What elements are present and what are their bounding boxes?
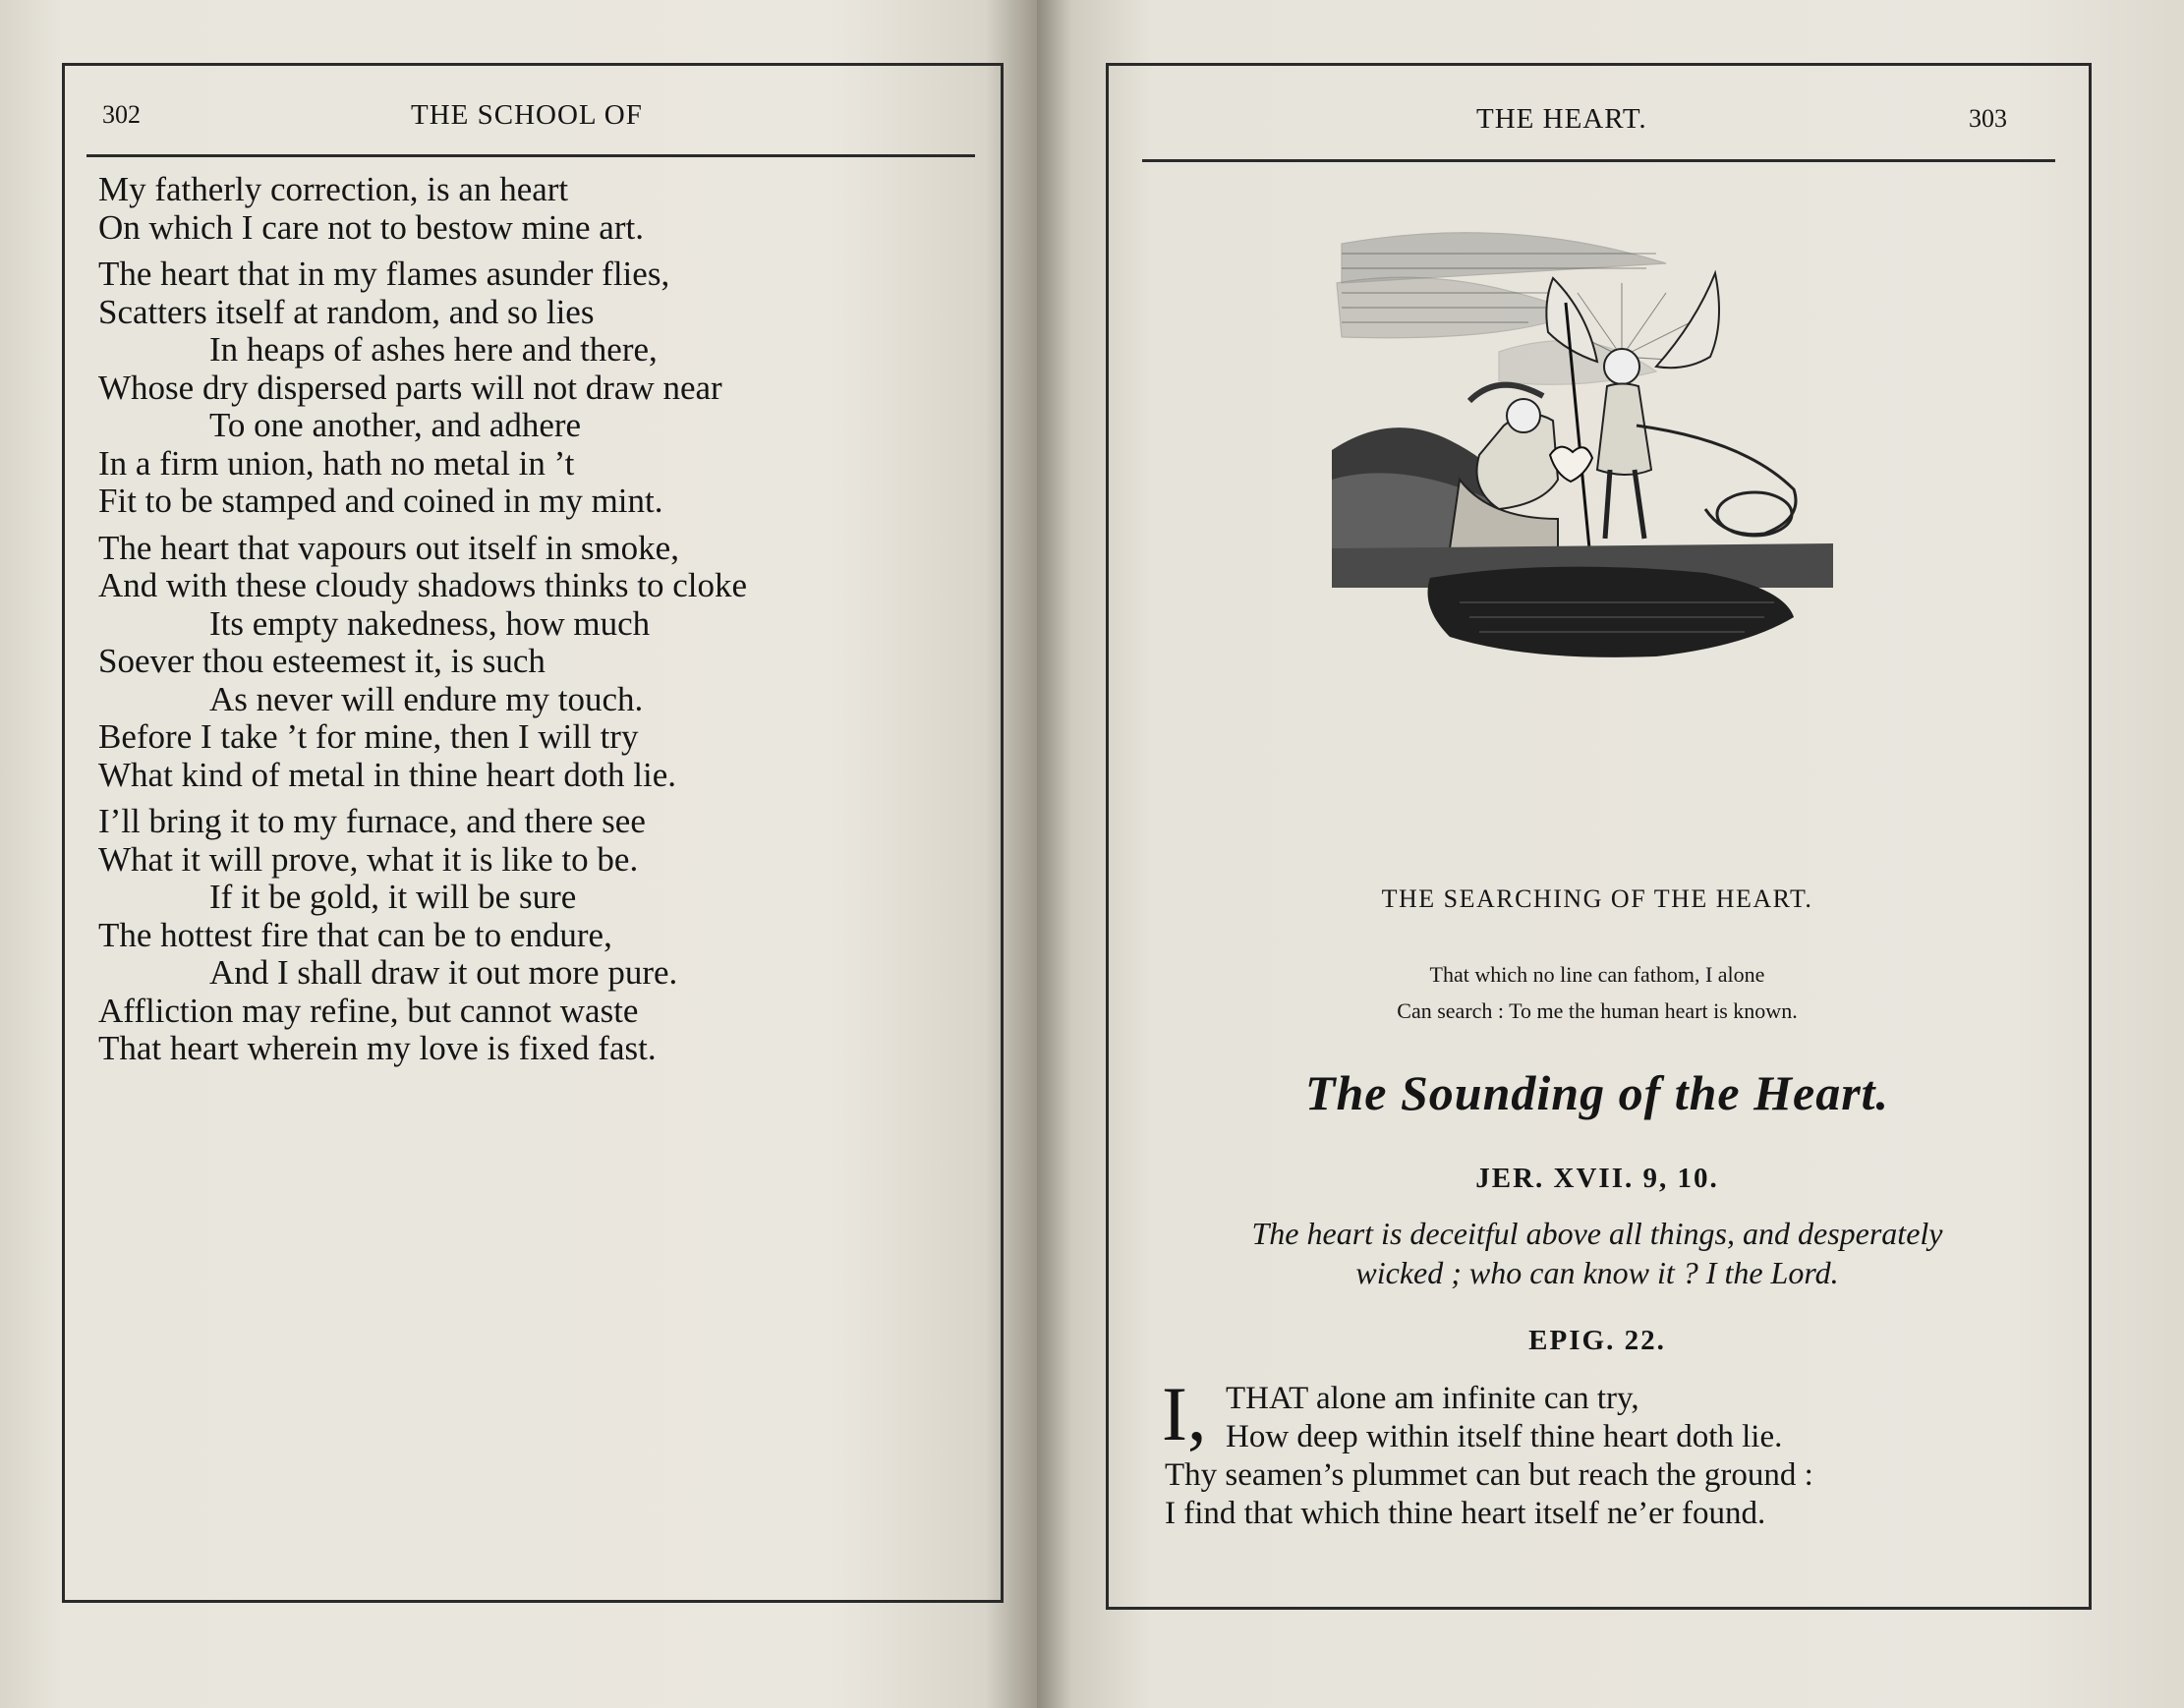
caption-verse [1106,956,2089,1029]
poem-line: I’ll bring it to my furnace, and there see [98,802,646,840]
epigram-lines-indented [1226,1380,1782,1456]
woodcut-illustration-icon [1332,224,1833,838]
poem-line: The heart that vapours out itself in smoke, [98,528,679,567]
poem-line: That heart wherein my love is fixed fast. [98,1029,657,1067]
poem-line: If it be gold, it will be sure [209,878,577,916]
left-poem [98,171,747,1068]
poem-line: The heart that in my flames asunder flies, [98,255,670,293]
running-head-right: THE HEART. [1476,103,1647,135]
page-number-right: 303 [1969,104,2007,133]
section-title: The Sounding of the Heart. [1304,1065,1890,1120]
poem-line: And with these cloudy shadows thinks to cloke [98,566,748,604]
poem-line: My fatherly correction, is an heart [98,170,569,208]
poem-line: Affliction may refine, but cannot waste [98,991,639,1030]
poem-line: To one another, and adhere [209,406,582,444]
epigram-line: Thy seamen’s plummet can but reach the ground : [1165,1457,1813,1493]
poem-line: Scatters itself at random, and so lies [98,292,595,331]
running-head-left: THE SCHOOL OF [411,99,643,131]
epigram-line: How deep within itself thine heart doth lie. [1226,1419,1783,1454]
caption-verse-line: That which no line can fathom, I alone [1429,962,1765,987]
poem-line: As never will endure my touch. [209,679,644,718]
head-rule-left [86,154,975,157]
poem-line: Soever thou esteemest it, is such [98,642,546,680]
quote-line: The heart is deceitful above all things, and desperately [1251,1216,1943,1251]
head-rule-right [1142,159,2055,162]
poem-line: On which I care not to bestow mine art. [98,207,644,247]
poem-line: Its empty nakedness, how much [209,603,651,643]
epigram-line: THAT alone am infinite can try, [1226,1381,1639,1416]
scripture-reference: JER. XVII. 9, 10. [1475,1163,1719,1194]
epigram-line: I find that which thine heart itself ne’er found. [1165,1496,1766,1531]
page-number-left: 302 [102,100,141,129]
epigram-lines [1165,1456,1813,1533]
epigram-heading: EPIG. 22. [1528,1325,1666,1356]
poem-line: Fit to be stamped and coined in my mint. [98,482,663,520]
epigram-drop-cap: I, [1162,1371,1207,1456]
poem-line: What it will prove, what it is like to be. [98,839,639,879]
poem-line: And I shall draw it out more pure. [209,953,678,992]
quote-line: wicked ; who can know it ? I the Lord. [1355,1255,1839,1290]
poem-line: In heaps of ashes here and there, [209,330,658,369]
poem-line: What kind of metal in thine heart doth lie. [98,755,677,794]
illustration-caption: THE SEARCHING OF THE HEART. [1381,884,1813,913]
poem-line: Whose dry dispersed parts will not draw near [98,368,722,407]
poem-line: The hottest fire that can be to endure, [98,915,612,954]
caption-verse-line: Can search : To me the human heart is known. [1397,998,1798,1023]
scripture-quote [1106,1214,2089,1292]
poem-line: In a firm union, hath no metal in ’t [98,443,575,483]
poem-line: Before I take ’t for mine, then I will try [98,717,639,756]
